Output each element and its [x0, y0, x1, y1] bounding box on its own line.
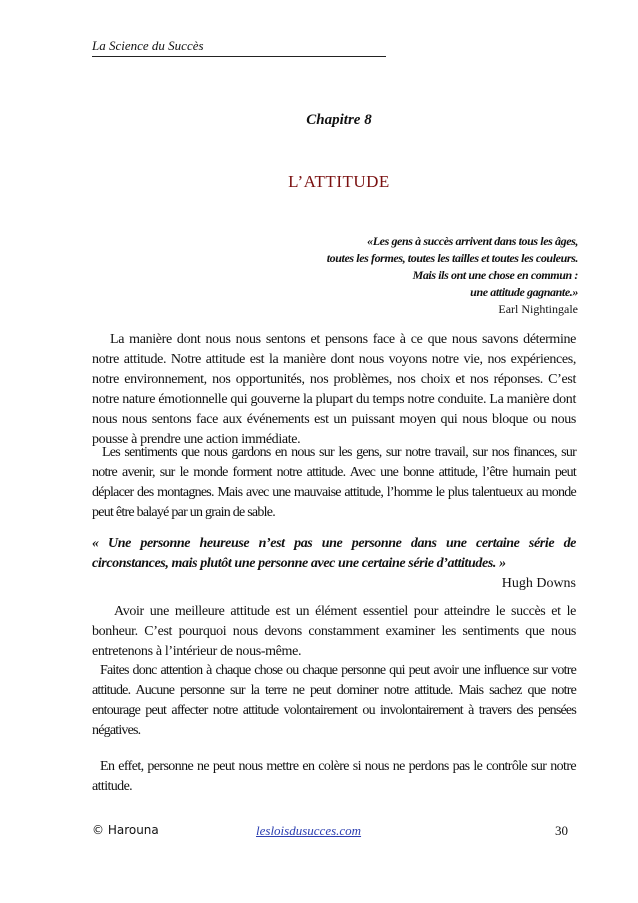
footer-copyright: © Harouna	[92, 823, 159, 837]
paragraph-4: Avoir une meilleure attitude est un élément essentiel pour atteindre le succès et le bonheur. C’est pourquoi nous devons constamment examiner les sentiments que nous entretenons à l’intérieur de nous-même.	[92, 604, 576, 659]
paragraph-6: En effet, personne ne peut nous mettre en colère si nous ne perdons pas le contrôle sur notre attitude.	[92, 759, 576, 794]
epigraph-line: toutes les formes, toutes les tailles et toutes les couleurs.	[326, 251, 578, 265]
paragraph-2: Les sentiments que nous gardons en nous sur les gens, sur notre travail, sur nos finances, sur notre avenir, sur le monde forment notre attitude. Avec une bonne attitude, l’être humain peut déplacer des montagnes. Mais avec une mauvaise attitude, l’homme le plus talentueux au monde peut être balayé par un grain de sable.	[92, 445, 576, 520]
epigraph-line: Mais ils ont une chose en commun :	[412, 268, 578, 282]
quote-paragraph	[92, 534, 576, 594]
paragraph-1: La manière dont nous nous sentons et pensons face à ce que nous savons détermine notre attitude. Notre attitude est la manière dont nous voyons notre vie, nos expériences, notre environnement, nos opportunités, nos problèmes, nos choix et nos réponses. C’est notre nature émotionnelle qui gouverne la plupart du temps notre conduite. La manière dont nous nous sentons face aux événements est un puissant moyen qui nous bloque ou nous pousse à prendre une action immédiate.	[92, 332, 576, 447]
footer-website-link[interactable]: lesloisdusucces.com	[256, 823, 362, 838]
epigraph-line: une attitude gagnante.»	[470, 285, 578, 299]
epigraph-line: «Les gens à succès arrivent dans tous les âges,	[367, 234, 578, 248]
chapter-label: Chapitre 8	[306, 112, 372, 128]
running-header: La Science du Succès	[92, 38, 386, 57]
epigraph-author: Earl Nightingale	[498, 302, 578, 316]
quote-text: « Une personne heureuse n’est pas une personne dans une certaine série de circonstances, mais plutôt une personne avec une certaine série d’attitudes. »	[92, 536, 576, 571]
quote-author: Hugh Downs	[501, 576, 576, 591]
paragraph-5: Faites donc attention à chaque chose ou chaque personne qui peut avoir une influence sur votre attitude. Aucune personne sur la terre ne peut dominer notre attitude. Mais sachez que notre entourage peut affecter notre attitude volontairement ou involontairement à travers des pensées négatives.	[92, 663, 576, 738]
epigraph	[218, 233, 578, 318]
chapter-title: L’ATTITUDE	[288, 172, 390, 191]
page-number: 30	[555, 823, 568, 838]
